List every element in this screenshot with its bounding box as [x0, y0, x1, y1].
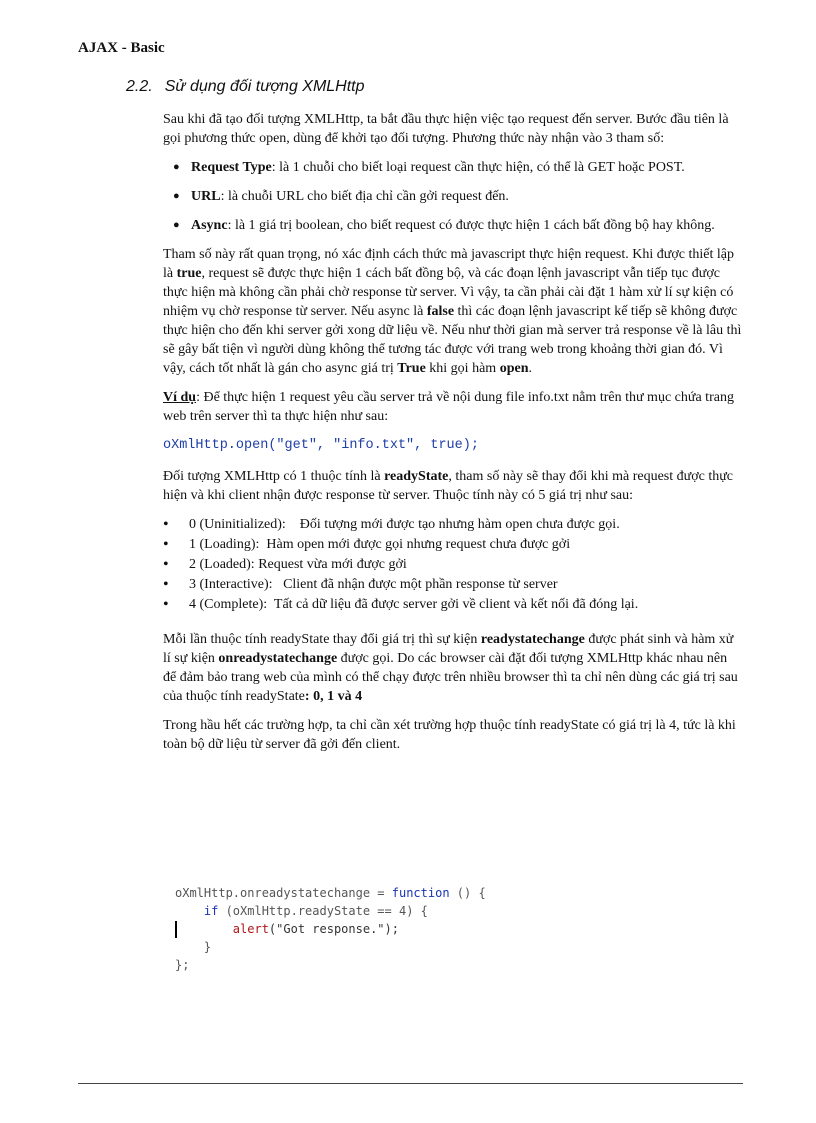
param-desc: : là chuỗi URL cho biết địa chỉ cần gởi request đến. [220, 189, 509, 204]
readystate-paragraph: Đối tượng XMLHttp có 1 thuộc tính là readyState, tham số này sẽ thay đổi khi mà request được thực hiện và khi client nhận được response từ server. Thuộc tính này có 5 giá trị như sau: [163, 469, 734, 503]
param-name: Request Type [191, 160, 272, 175]
page-header: AJAX - Basic [78, 40, 165, 56]
code-block: oXmlHttp.onreadystatechange = function () { if (oXmlHttp.readyState == 4) { alert("Got response."); } }; [175, 886, 486, 972]
param-desc: : là 1 chuỗi cho biết loại request cần thực hiện, có thể là GET hoặc POST. [271, 160, 685, 175]
param-name: URL [191, 189, 221, 204]
list-item: • 4 (Complete): Tất cả dữ liệu đã được server gởi về client và kết nối đã đóng lại. [163, 595, 743, 614]
section-title [126, 78, 365, 96]
list-item: • 0 (Uninitialized): Đối tượng mới được tạo nhưng hàm open chưa được gọi. [163, 515, 743, 534]
list-item [173, 158, 743, 177]
code-open-line: oXmlHttp.open("get", "info.txt", true); [163, 438, 479, 453]
section-heading: Sử dụng đối tượng XMLHttp [164, 78, 365, 95]
list-item: • 1 (Loading): Hàm open mới được gọi nhưng request chưa được gởi [163, 535, 743, 554]
param-desc: : là 1 giá trị boolean, cho biết request có được thực hiện 1 cách bất đồng bộ hay không. [227, 218, 715, 233]
list-item [173, 187, 743, 206]
event-paragraph: Mỗi lần thuộc tính readyState thay đổi giá trị thì sự kiện readystatechange được phát sinh và hàm xử lí sự kiện onreadystatechange được gọi. Do các browser cài đặt đối tượng XMLHttp khác nhau nên để đảm bảo trang web của mình có thể chạy được trên nhiều browser thì ta chỉ nên dùng các giá trị sau của thuộc tính readyState: 0, 1 và 4 [163, 632, 738, 704]
footer-divider [78, 1083, 743, 1084]
param-name: Async [191, 218, 228, 233]
param-list [163, 158, 743, 235]
final-paragraph: Trong hầu hết các trường hợp, ta chỉ cần xét trường hợp thuộc tính readyState có giá trị là 4, tức là khi toàn bộ dữ liệu từ server đã gởi đến client. [163, 718, 736, 752]
document-body [163, 110, 743, 764]
readystate-list [163, 515, 743, 614]
intro-paragraph: Sau khi đã tạo đối tượng XMLHttp, ta bắt đầu thực hiện việc tạo request đến server. Bước đầu tiên là gọi phương thức open, dùng để khởi tạo đối tượng. Phương thức này nhận vào 3 tham số: [163, 112, 729, 146]
text-cursor [175, 921, 177, 938]
async-paragraph: Tham số này rất quan trọng, nó xác định cách thức mà javascript thực hiện request. Khi được thiết lập là true, request sẽ được thực hiện 1 cách bất đồng bộ, và các đoạn lệnh javascript vẫn tiếp tục được thực hiện mà không cần phải chờ response từ server. Vì vậy, ta cần phải cài đặt 1 hàm xử lí sự kiện có nhiệm vụ chờ response từ server. Nếu async là false thì các đoạn lệnh javascript kế tiếp sẽ không được thực hiện cho đến khi server gởi xong dữ liệu về. Nếu như thời gian mà server trả response về là lâu thì sẽ gây bất tiện vì người dùng không thể tương tác được với trang web trong khoảng thời gian đó. Vì vậy, cách tốt nhất là gán cho async giá trị True khi gọi hàm open. [163, 247, 742, 376]
list-item: • 3 (Interactive): Client đã nhận được một phần response từ server [163, 575, 743, 594]
example-paragraph: Ví dụ: Để thực hiện 1 request yêu cầu server trả về nội dung file info.txt nằm trên thư mục chứa trang web trên server thì ta thực hiện như sau: [163, 390, 734, 424]
list-item: • 2 (Loaded): Request vừa mới được gởi [163, 555, 743, 574]
example-label: Ví dụ [163, 390, 197, 405]
list-item [173, 216, 743, 235]
section-number: 2.2. [126, 78, 153, 95]
